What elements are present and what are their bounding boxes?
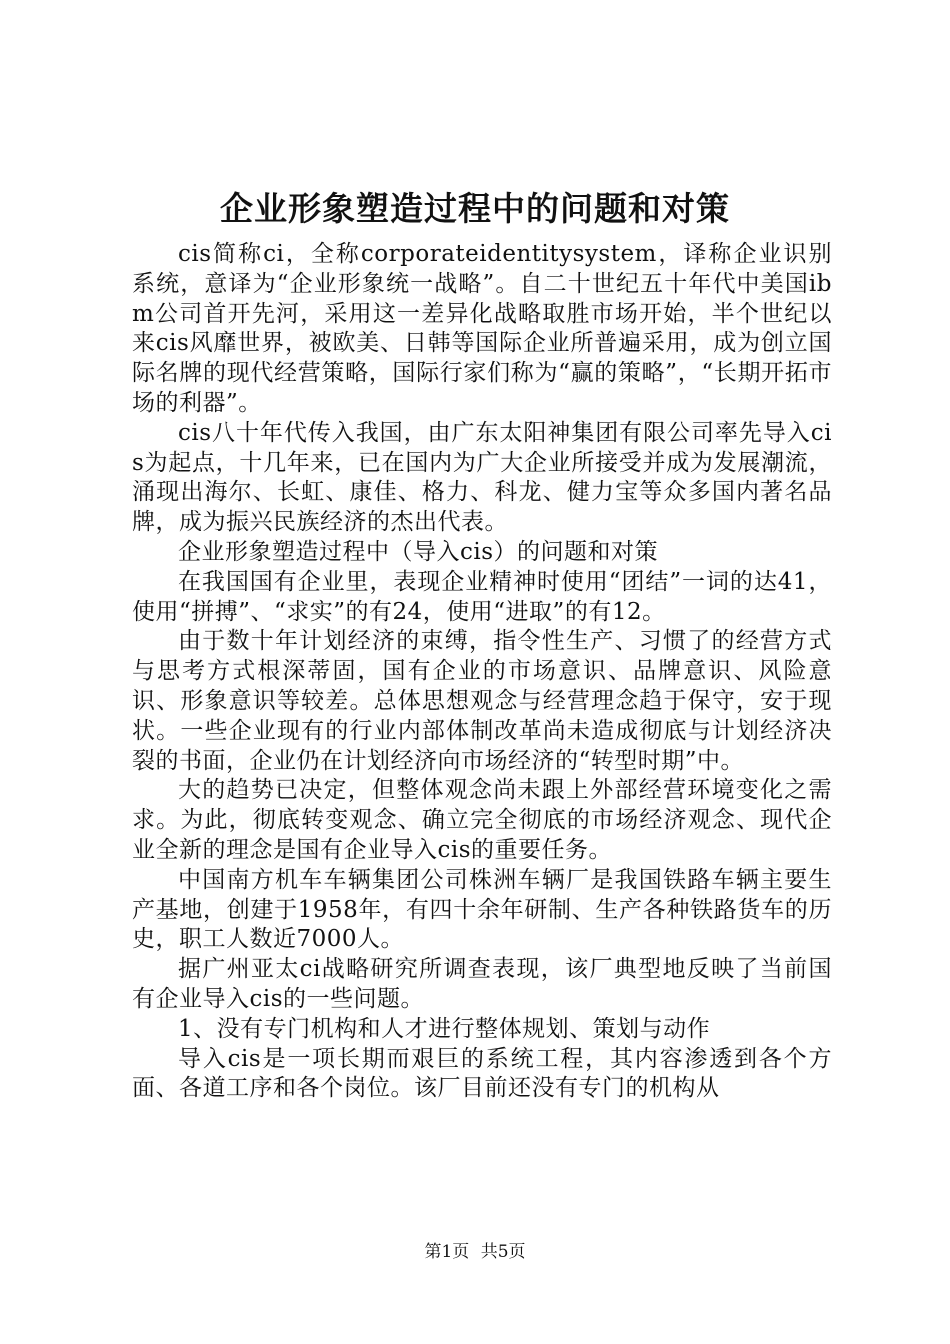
- paragraph-enterprise-spirit: 在我国国有企业里，表现企业精神时使用“团结”一词的达41，使用“拼搏”、“求实”的有24，使用“进取”的有12。: [132, 568, 832, 625]
- paragraph-planned-economy: 由于数十年计划经济的束缚，指令性生产、习惯了的经营方式与思考方式根深蒂固，国有企业的市场意识、品牌意识、风险意识、形象意识等较差。总体思想观念与经营理念趋于保守，安于现状。一些企业现有的行业内部体制改革尚未造成彻底与计划经济决裂的书面，企业仍在计划经济向市场经济的“转型时期”中。: [132, 628, 832, 774]
- paragraph-system-engineering: 导入cis是一项长期而艰巨的系统工程，其内容渗透到各个方面、各道工序和各个岗位。该厂目前还没有专门的机构从: [132, 1045, 832, 1102]
- paragraph-zhuzhou-factory: 中国南方机车车辆集团公司株洲车辆厂是我国铁路车辆主要生产基地，创建于1958年，有四十余年研制、生产各种铁路货车的历史，职工人数近7000人。: [132, 866, 832, 953]
- section-heading: 企业形象塑造过程中（导入cis）的问题和对策: [178, 538, 659, 565]
- paragraph-cis-history: cis八十年代传入我国，由广东太阳神集团有限公司率先导入cis为起点，十几年来，已在国内为广大企业所接受并成为发展潮流，涌现出海尔、长虹、康佳、格力、科龙、健力宝等众多国内著名品牌，成为振兴民族经济的杰出代表。: [132, 419, 832, 536]
- subsection-heading-1: 1、没有专门机构和人才进行整体规划、策划与动作: [178, 1015, 711, 1042]
- paragraph-survey: 据广州亚太ci战略研究所调查表现，该厂典型地反映了当前国有企业导入cis的一些问题。: [132, 956, 832, 1012]
- page-total: 共5页: [480, 1242, 526, 1262]
- page-number: 第1页: [424, 1242, 470, 1262]
- paragraph-intro: cis简称ci，全称corporateidentitysystem，译称企业识别系统，意译为“企业形象统一战略”。自二十世纪五十年代中美国ibm公司首开先河，采用这一差异化战略取胜市场开始，半个世纪以来cis风靡世界，被欧美、日韩等国际企业所普遍采用，成为创立国际名牌的现代经营策略，国际行家们称为“赢的策略”，“长期开拓市场的利器”。: [132, 241, 832, 416]
- page-footer: [0, 1240, 950, 1264]
- paragraph-trend: 大的趋势已决定，但整体观念尚未跟上外部经营环境变化之需求。为此，彻底转变观念、确立完全彻底的市场经济观念、现代企业全新的理念是国有企业导入cis的重要任务。: [132, 777, 832, 863]
- document-body: [132, 240, 832, 1104]
- document-title: 企业形象塑造过程中的问题和对策: [220, 189, 730, 228]
